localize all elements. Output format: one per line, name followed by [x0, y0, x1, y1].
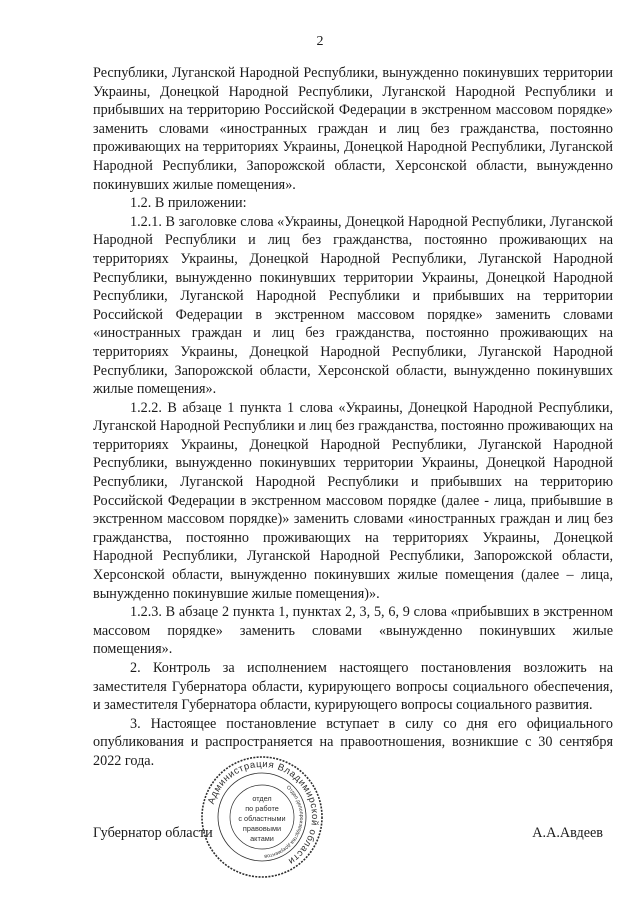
official-stamp: [200, 755, 324, 879]
stamp-center-text: [238, 794, 285, 843]
signatory-name: А.А.Авдеев: [532, 825, 603, 841]
paragraph-1-2-2: 1.2.2. В абзаце 1 пункта 1 слова «Украины, Донецкой Народной Республики, Луганской Народной Республики и лиц без гражданства, постоянно проживающих на территориях Украины, Донецкой Народной Республики, Луганской Народной Республики, вынужденно покинувших территории Украины, Донецкой Народной Республики, Луганской Народной Республики и прибывших на территорию Российской Федерации в экстренном массовом порядке (далее - лица, прибывшие в экстренном массовом порядке)» заменить словами «иностранных граждан и лиц без гражданства, постоянно проживающих на территориях Украины, Донецкой Народной Республики, Луганской Народной Республики, Запорожской области, Херсонской области, вынужденно покинувших жилые помещения (далее – лица, вынужденно покинувшие жилые помещения)».: [93, 399, 613, 602]
paragraph-2-control: 2. Контроль за исполнением настоящего постановления возложить на заместителя Губернатора области, курирующего вопросы социального обеспечения, и заместителя Губернатора области, курирующего вопросы социального развития.: [93, 660, 613, 714]
page-number: 2: [316, 34, 324, 49]
svg-text:правовыми: правовыми: [242, 824, 282, 833]
paragraph-continuation: Республики, Луганской Народной Республики, вынужденно покинувших территории Украины, Донецкой Народной Республики, Луганской Народной Республики и прибывших на территорию Российской Федерации в экстренном массовом порядке» заменить словами «иностранных граждан и лиц без гражданства, постоянно проживающих на территориях Украины, Донецкой Народной Республики, Луганской Народной Республики, Запорожской области, Херсонской области, вынужденно покинувших жилые помещения».: [93, 65, 613, 193]
paragraph-1-2: 1.2. В приложении:: [130, 195, 247, 212]
stamp-inner-ring-text: Отдел делопроизводства документов: [263, 784, 305, 859]
paragraph-3-effective-date: 3. Настоящее постановление вступает в силу со дня его официального опубликования и распространяется на правоотношения, возникшие с 30 сентября 2022 года.: [93, 715, 613, 769]
paragraph-1-2-3: 1.2.3. В абзаце 2 пункта 1, пунктах 2, 3, 5, 6, 9 слова «прибывших в экстренном массовом порядке» заменить словами «вынужденно покинувших жилые помещения».: [93, 604, 613, 658]
document-body: [93, 64, 613, 771]
svg-text:по работе: по работе: [245, 804, 279, 813]
svg-text:актами: актами: [250, 834, 274, 843]
signatory-title: Губернатор области: [93, 825, 213, 841]
svg-text:отдел: отдел: [252, 794, 272, 803]
signature-block: [93, 825, 613, 845]
stamp-ring-text: Администрация Владимирской области: [205, 758, 321, 867]
svg-text:с областными: с областными: [238, 814, 286, 823]
paragraph-1-2-1: 1.2.1. В заголовке слова «Украины, Донецкой Народной Республики, Луганской Народной Республики и лиц без гражданства, постоянно проживающих на территориях Украины, Донецкой Народной Республики, Луганской Народной Республики, вынужденно покинувших территории Украины, Донецкой Народной Республики, Луганской Народной Республики и прибывших на территории Российской Федерации в экстренном массовом порядке» заменить словами «иностранных граждан и лиц без гражданства, постоянно проживающих на территориях Украины, Донецкой Народной Республики, Луганской Народной Республики, Запорожской области, Херсонской области, вынужденно покинувших жилые помещения».: [93, 213, 613, 398]
